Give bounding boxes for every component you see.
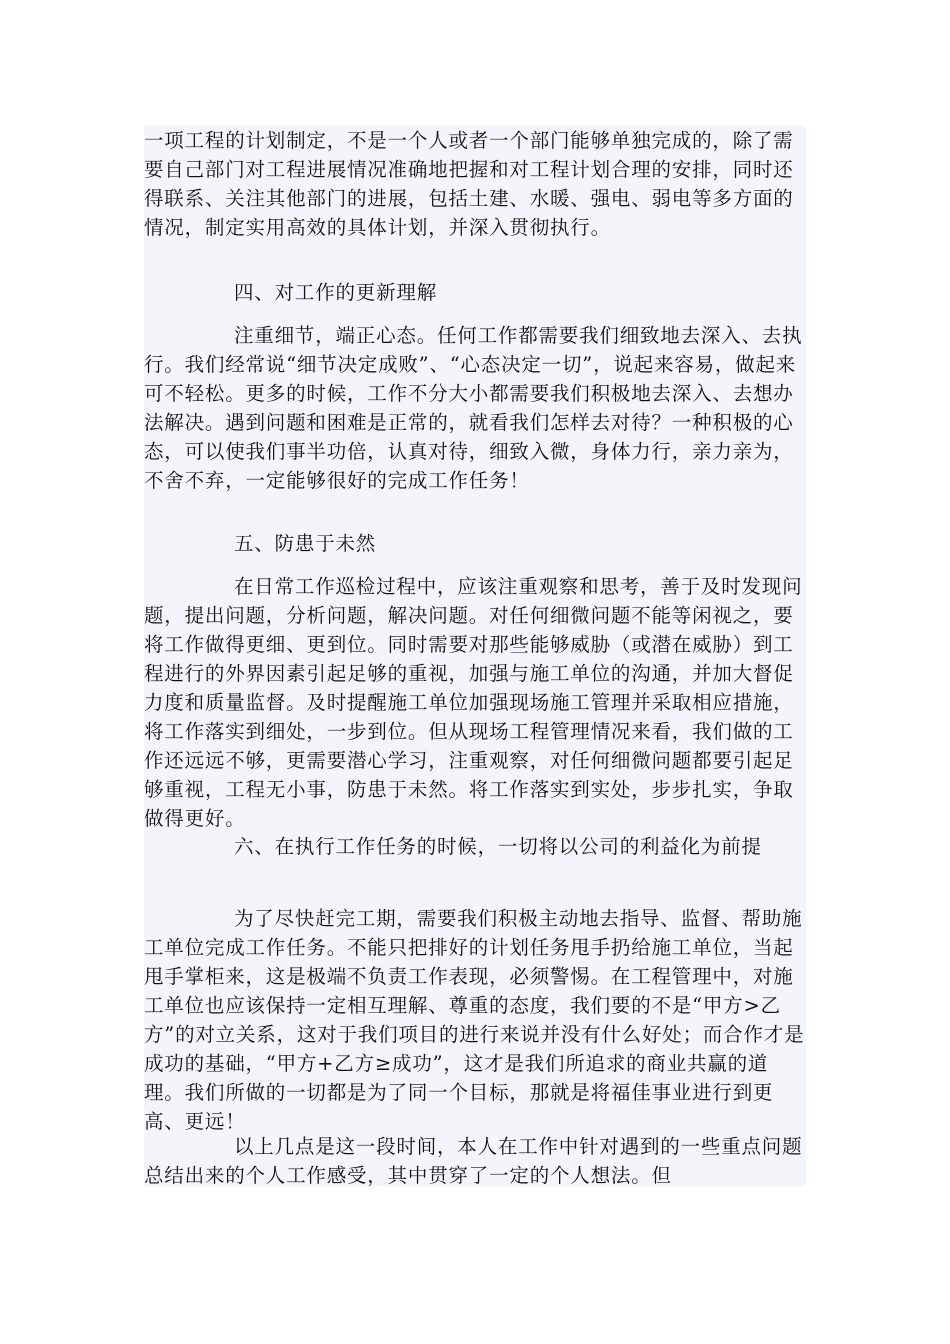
document-text-column (144, 126, 806, 1186)
body-paragraph-1: 一项工程的计划制定，不是一个人或者一个部门能够单独完成的，除了需要自己部门对工程进展情况准确地把握和对工程计划合理的安排，同时还得联系、关注其他部门的进展，包括土建、水暖、强电、弱电等多方面的情况，制定实用高效的具体计划，并深入贯彻执行。 (144, 129, 794, 239)
body-paragraph-4: 为了尽快赶完工期，需要我们积极主动地去指导、监督、帮助施工单位完成工作任务。不能只把排好的计划任务甩手扔给施工单位，当起甩手掌柜来，这是极端不负责工作表现，必须警惕。在工程管理中，对施工单位也应该保持一定相互理解、尊重的态度，我们要的不是“甲方>乙方”的对立关系，这对于我们项目的进行来说并没有什么好处；而合作才是成功的基础，“甲方+乙方≥成功”，这才是我们所追求的商业共赢的道理。我们所做的一切都是为了同一个目标，那就是将福佳事业进行到更高、更远！ (144, 907, 805, 1133)
body-paragraph-2: 注重细节，端正心态。任何工作都需要我们细致地去深入、去执行。我们经常说“细节决定成败”、“心态决定一切”，说起来容易，做起来可不轻松。更多的时候，工作不分大小都需要我们积极地去深入、去想办法解决。遇到问题和困难是正常的，就看我们怎样去对待？一种积极的心态，可以使我们事半功倍，认真对待，细致入微，身体力行，亲力亲为，不舍不弃，一定能够很好的完成工作任务！ (144, 324, 803, 492)
body-paragraph-5: 以上几点是这一段时间，本人在工作中针对遇到的一些重点问题总结出来的个人工作感受，其中贯穿了一定的个人想法。但 (144, 1135, 803, 1187)
section-heading-6: 六、在执行工作任务的时候，一切将以公司的利益化为前提 (234, 835, 762, 858)
section-heading-5: 五、防患于未然 (234, 532, 377, 555)
section-heading-4: 四、对工作的更新理解 (234, 281, 438, 304)
body-paragraph-3: 在日常工作巡检过程中，应该注重观察和思考，善于及时发现问题，提出问题，分析问题，解决问题。对任何细微问题不能等闲视之，要将工作做得更细、更到位。同时需要对那些能够威胁（或潜在威胁）到工程进行的外界因素引起足够的重视，加强与施工单位的沟通，并加大督促力度和质量监督。及时提醒施工单位加强现场施工管理并采取相应措施，将工作落实到细处，一步到位。但从现场工程管理情况来看，我们做的工作还远远不够，更需要潜心学习，注重观察，对任何细微问题都要引起足够重视，工程无小事，防患于未然。将工作落实到实处，步步扎实，争取做得更好。 (144, 575, 803, 830)
